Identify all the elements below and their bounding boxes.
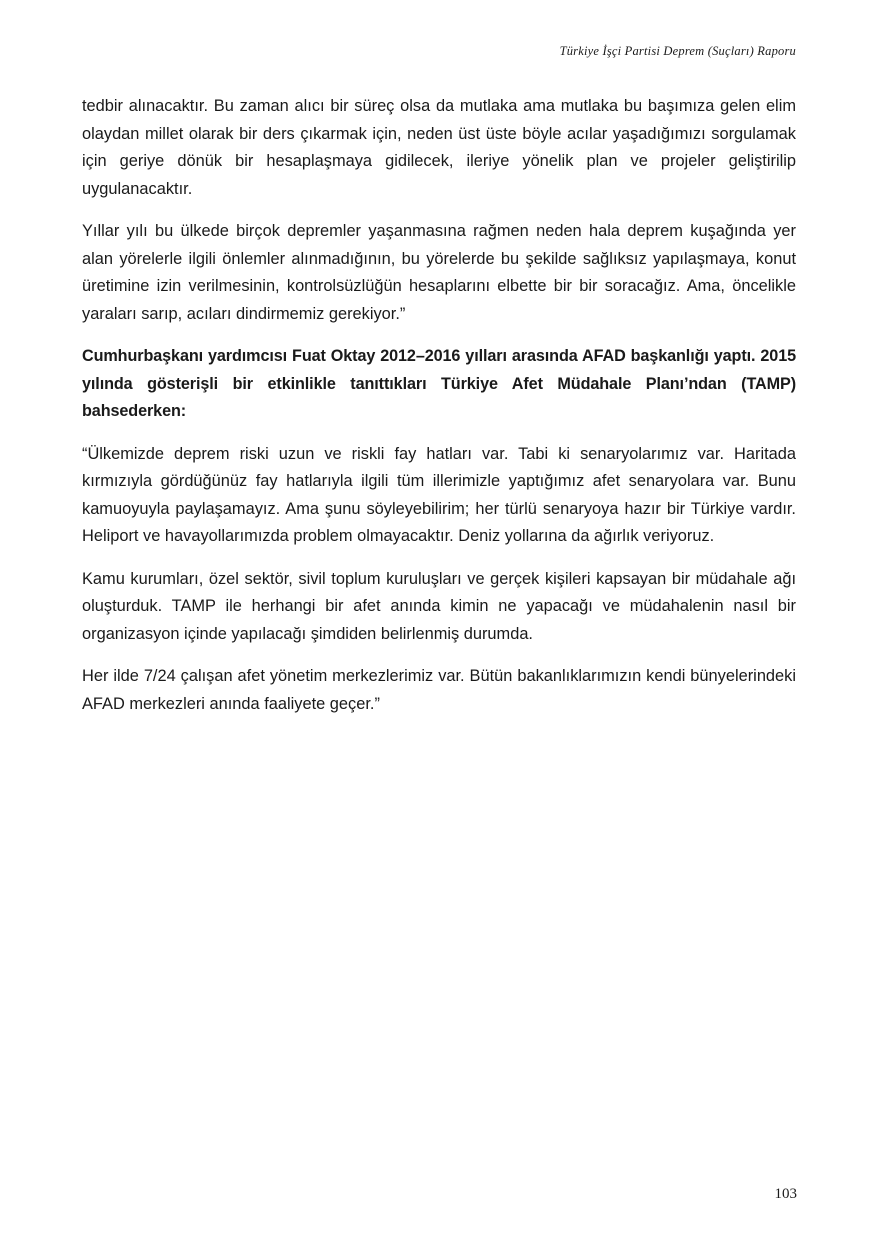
page-number: 103 (774, 1186, 797, 1202)
body-text-column (82, 93, 796, 718)
paragraph: Yıllar yılı bu ülkede birçok depremler yaşanmasına rağmen neden hala deprem kuşağında yer alan yörelerle ilgili önlemler alınmadığının, bu yörelerde bu şekilde sağlıksız yapılaşmaya, konut üretimine izin verilmesinin, kontrolsüzlüğün hesaplarını elbette bir bir soracağız. Ama, öncelikle yaraları sarıp, acıları dindirmemiz gerekiyor.” (82, 222, 796, 323)
paragraph: tedbir alınacaktır. Bu zaman alıcı bir süreç olsa da mutlaka ama mutlaka bu başımıza gelen elim olaydan millet olarak bir ders çıkarmak için, neden üst üste böyle acılar yaşadığımızı sorgulamak için geriye dönük bir hesaplaşmaya gidilecek, ileriye yönelik plan ve projeler geliştirilip uygulanacaktır. (82, 97, 796, 198)
paragraph-bold-intro: Cumhurbaşkanı yardımcısı Fuat Oktay 2012–2016 yılları arasında AFAD başkanlığı yaptı. 2015 yılında gösterişli bir etkinlikle tanıttıkları Türkiye Afet Müdahale Planı’ndan (TAMP) bahsederken: (82, 347, 796, 420)
paragraph: Her ilde 7/24 çalışan afet yönetim merkezlerimiz var. Bütün bakanlıklarımızın kendi bünyelerindeki AFAD merkezleri anında faaliyete geçer.” (82, 667, 796, 713)
paragraph: Kamu kurumları, özel sektör, sivil toplum kuruluşları ve gerçek kişileri kapsayan bir müdahale ağı oluşturduk. TAMP ile herhangi bir afet anında kimin ne yapacağı ve müdahalenin nasıl bir organizasyon içinde yapılacağı şimdiden belirlenmiş durumda. (82, 569, 796, 643)
paragraph: “Ülkemizde deprem riski uzun ve riskli fay hatları var. Tabi ki senaryolarımız var. Haritada kırmızıyla gördüğünüz fay hatlarıyla ilgili tüm illerimizle yaptığımız afet senaryolara var. Bunu kamuoyuyla paylaşamayız. Ama şunu söyleyebilirim; her türlü senaryoya hazır bir Türkiye vardır. Heliport ve havayollarımızda problem olmayacaktır. Deniz yollarına da ağırlık veriyoruz. (82, 444, 796, 545)
running-header: Türkiye İşçi Partisi Deprem (Suçları) Raporu (559, 44, 796, 58)
